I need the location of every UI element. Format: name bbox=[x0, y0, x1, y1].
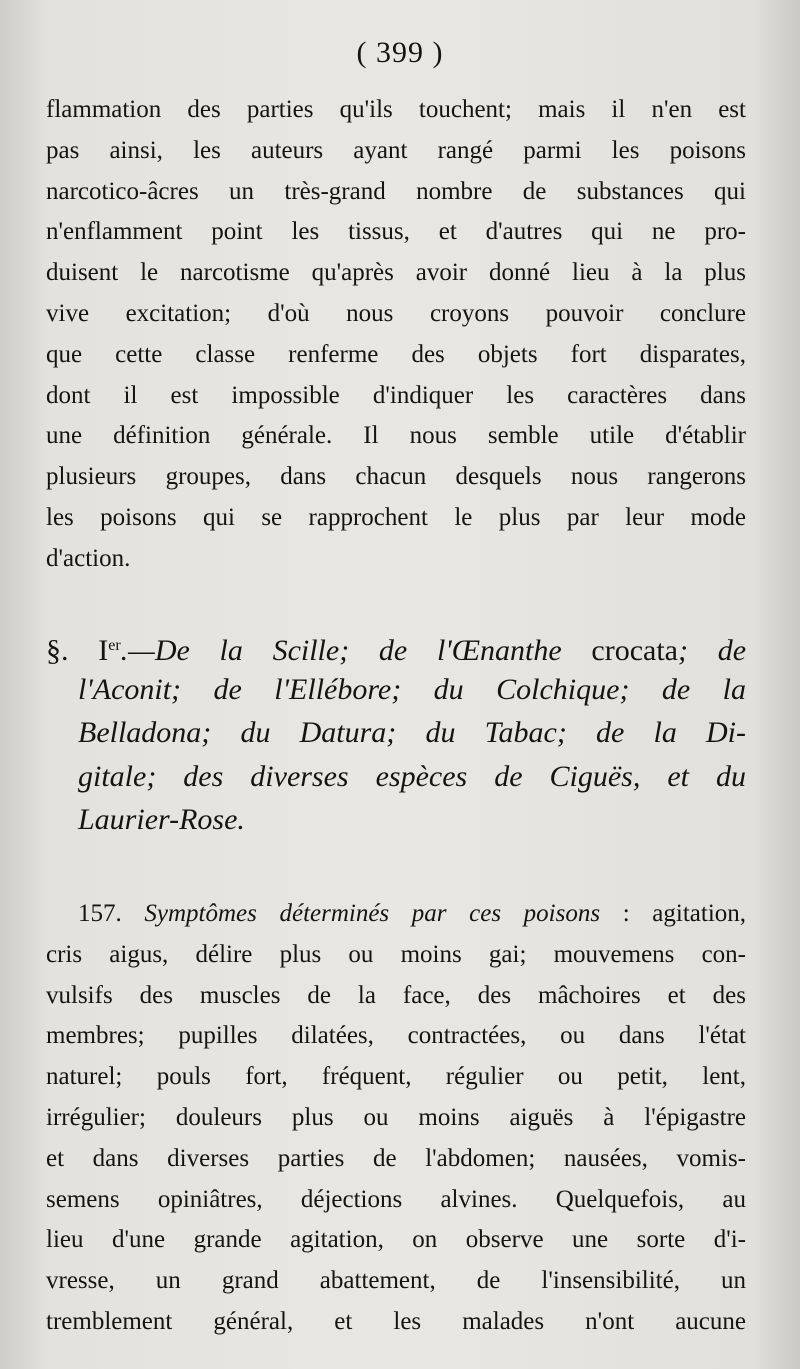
heading-text: ; de bbox=[677, 634, 747, 667]
section-mark: §. I bbox=[46, 634, 109, 667]
text-line: une définition générale. Il nous semble utile d'établir bbox=[46, 422, 746, 450]
text-line: narcotico-âcres un très-grand nombre de substances qui bbox=[46, 177, 746, 205]
text-line: dont il est impossible d'indiquer les caractères dans bbox=[46, 381, 746, 409]
text-line: vive excitation; d'où nous croyons pouvoir conclure bbox=[46, 299, 746, 327]
text-line: plusieurs groupes, dans chacun desquels nous rangerons bbox=[46, 463, 746, 491]
text-line: et dans diverses parties de l'abdomen; nausées, vomis- bbox=[46, 1144, 746, 1172]
text-line: vresse, un grand abattement, de l'insensibilité, un bbox=[46, 1267, 746, 1295]
text-line bbox=[46, 894, 746, 935]
paragraph-lead: Symptômes déterminés par ces poisons bbox=[144, 900, 601, 927]
heading-line: Laurier-Rose. bbox=[78, 803, 245, 836]
text-line: tremblement général, et les malades n'ont aucune bbox=[46, 1307, 746, 1335]
paragraph-number: 157. bbox=[78, 900, 122, 927]
paragraph-symptoms bbox=[46, 894, 746, 1343]
section-superscript: er bbox=[108, 637, 121, 654]
text-line: semens opiniâtres, déjections alvines. Quelquefois, au bbox=[46, 1185, 746, 1213]
section-heading bbox=[46, 624, 746, 842]
text-line: vulsifs des muscles de la face, des mâchoires et des bbox=[46, 981, 746, 1009]
heading-text: .—De la Scille; de l'Œnanthe bbox=[120, 634, 562, 667]
heading-line bbox=[46, 624, 746, 668]
paragraph-intro bbox=[46, 90, 746, 580]
heading-species: crocata bbox=[591, 634, 678, 667]
text-line: duisent le narcotisme qu'après avoir donné lieu à la plus bbox=[46, 259, 746, 287]
text-line: naturel; pouls fort, fréquent, régulier ou petit, lent, bbox=[46, 1063, 746, 1091]
text-line: pas ainsi, les auteurs ayant rangé parmi les poisons bbox=[46, 136, 746, 164]
text-line: d'action. bbox=[46, 544, 131, 572]
text-fragment: : agitation, bbox=[622, 900, 747, 927]
text-line: cris aigus, délire plus ou moins gai; mouvemens con- bbox=[46, 940, 746, 968]
text-line: lieu d'une grande agitation, on observe une sorte d'i- bbox=[46, 1226, 746, 1254]
text-line: n'enflamment point les tissus, et d'autres qui ne pro- bbox=[46, 218, 746, 246]
text-line: flammation des parties qu'ils touchent; mais il n'en est bbox=[46, 96, 746, 123]
page-number: ( 399 ) bbox=[356, 36, 444, 69]
text-line: membres; pupilles dilatées, contractées, ou dans l'état bbox=[46, 1022, 746, 1050]
text-line: irrégulier; douleurs plus ou moins aiguës à l'épigastre bbox=[46, 1103, 746, 1131]
heading-line: gitale; des diverses espèces de Ciguës, et du bbox=[78, 759, 746, 793]
text-line: les poisons qui se rapprochent le plus par leur mode bbox=[46, 503, 746, 531]
text-line: que cette classe renferme des objets fort disparates, bbox=[46, 340, 746, 368]
heading-line: l'Aconit; de l'Ellébore; du Colchique; de la bbox=[78, 672, 746, 706]
heading-line: Belladona; du Datura; du Tabac; de la Di- bbox=[78, 716, 746, 749]
